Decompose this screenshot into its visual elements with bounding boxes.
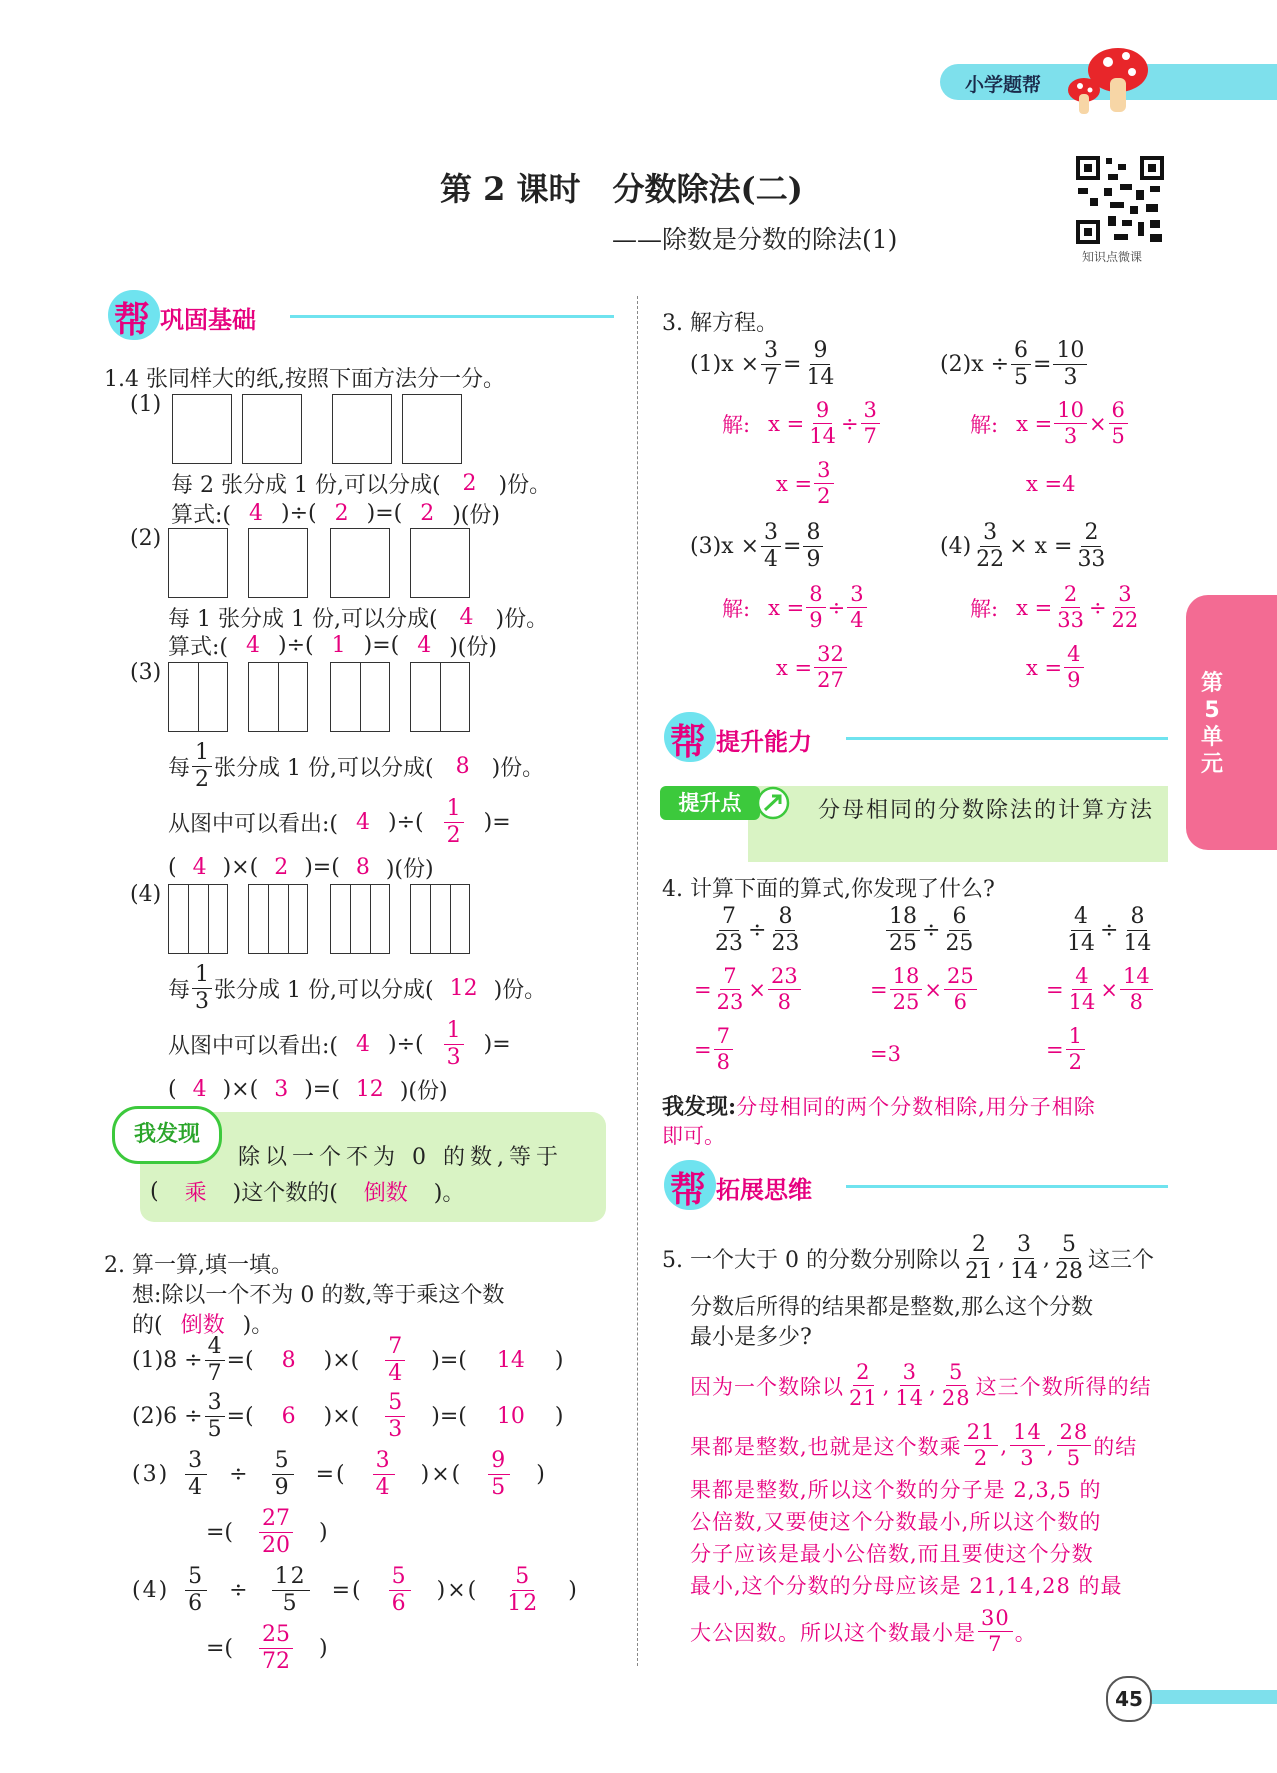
bang-char: 帮	[670, 722, 707, 763]
q5-question-2: 分数后所得的结果都是整数,那么这个分数	[690, 1295, 1093, 1320]
paper-square	[332, 394, 392, 464]
discover-badge: 我发现	[112, 1106, 222, 1164]
answer-fraction: $\frac{2}{33}$	[1057, 582, 1084, 632]
fraction: $\frac{3}{7}$	[761, 340, 781, 389]
lesson-subtitle: ——除数是分数的除法(1)	[612, 225, 898, 254]
q4-c1-expr: $\frac{7}{23}$ ÷ $\frac{8}{23}$	[715, 904, 800, 956]
fraction: $\frac{2}{33}$	[1077, 520, 1106, 572]
paper-square	[168, 528, 228, 598]
q3-eq-2: (2)x ÷ $\frac{6}{5}$ = $\frac{10}{3}$	[940, 340, 1089, 389]
paper-square	[248, 528, 308, 598]
q1-p4-label: (4)	[130, 882, 162, 907]
answer-fraction: $\frac{5}{6}$	[389, 1566, 411, 1615]
fraction: $\frac{8}{9}$	[803, 522, 823, 571]
section-expand-label: 拓展思维	[716, 1176, 812, 1204]
q4-c2-step: = $\frac{18}{25}$ × $\frac{25}{6}$	[870, 966, 979, 1013]
q3-eq-4-step2: x = $\frac{4}{9}$	[1026, 644, 1086, 691]
answer-fraction: $\frac{1}{2}$	[444, 798, 464, 847]
answer: 14	[496, 1348, 525, 1373]
fraction: $\frac{3}{22}$	[976, 520, 1005, 572]
answer: 4	[192, 1077, 207, 1102]
answer-fraction: $\frac{6}{5}$	[1109, 400, 1128, 447]
qr-code-icon[interactable]	[1074, 154, 1166, 246]
answer-fraction: $\frac{5}{3}$	[385, 1392, 405, 1441]
q1-p3-label: (3)	[130, 660, 162, 685]
q5-answer-1: 因为一个数除以 $\frac{2}{21}$ , $\frac{3}{14}$ , $\frac{5}{28}$ 这三个数所得的结	[690, 1360, 1152, 1410]
q3-eq-4: (4) $\frac{3}{22}$ × x = $\frac{2}{33}$	[940, 522, 1110, 571]
q4-c3-expr: $\frac{4}{14}$ ÷ $\frac{8}{14}$	[1067, 904, 1152, 956]
q1-p2-formula: 算式:( 4 )÷( 1 )=( 4 )(份)	[168, 633, 497, 660]
q3-eq-3: (3)x × $\frac{3}{4}$ = $\frac{8}{9}$	[690, 522, 825, 571]
answer-fraction: $\frac{9}{14}$	[809, 398, 836, 448]
q4-c1-result: = $\frac{7}{8}$	[694, 1026, 735, 1073]
q5-answer-3: 果都是整数,所以这个数的分子是 2,3,5 的	[690, 1478, 1102, 1502]
paper-square	[242, 394, 302, 464]
answer-fraction: $\frac{9}{5}$	[488, 1450, 510, 1499]
section-basic-label: 巩固基础	[160, 306, 256, 334]
q3-eq-1-step1: 解: x = $\frac{9}{14}$ ÷ $\frac{3}{7}$	[722, 400, 882, 447]
answer: 2	[420, 501, 435, 526]
q2-intro: 2. 算一算,填一填。	[104, 1253, 293, 1278]
fraction: $\frac{10}{3}$	[1053, 340, 1087, 389]
fraction: $\frac{1}{3}$	[192, 964, 212, 1013]
q2-hint-a: 想:除以一个不为 0 的数,等于乘这个数	[132, 1283, 505, 1308]
answer: 8	[281, 1348, 296, 1373]
answer-fraction: $\frac{27}{20}$	[259, 1508, 293, 1557]
answer: 4	[356, 1032, 370, 1057]
paper-square	[330, 528, 390, 598]
q3-eq-4-step1: 解: x = $\frac{2}{33}$ ÷ $\frac{3}{22}$	[970, 584, 1143, 631]
answer: 3	[274, 1077, 289, 1102]
fraction: $\frac{3}{4}$	[185, 1450, 207, 1499]
answer-fraction: $\frac{3}{4}$	[847, 584, 866, 631]
page-number: 45	[1106, 1676, 1152, 1722]
q1-p3-see: 从图中可以看出:( 4 )÷( $\frac{1}{2}$ )=	[168, 796, 511, 848]
fraction: $\frac{12}{5}$	[272, 1566, 310, 1615]
answer: 1	[331, 633, 346, 658]
column-divider	[637, 296, 638, 1666]
paper-halves	[330, 662, 390, 732]
q4-c3-step: = $\frac{4}{14}$ × $\frac{14}{8}$	[1046, 966, 1155, 1013]
fraction: $\frac{9}{14}$	[806, 338, 835, 390]
section-rule	[846, 737, 1168, 740]
footer-band	[1130, 1690, 1277, 1704]
q2-item-4: (4) $\frac{5}{6}$ ÷ $\frac{12}{5}$ =( $\frac{5}{6}$ )×( $\frac{5}{12}$ )	[132, 1564, 579, 1616]
answer: 4	[459, 605, 474, 630]
q1-p2-label: (2)	[130, 526, 162, 551]
section-rule	[290, 315, 614, 318]
q1-p4-desc: 每 $\frac{1}{3}$ 张分成 1 份,可以分成( 12 )份。	[168, 962, 547, 1014]
answer-fraction: $\frac{8}{9}$	[806, 584, 825, 631]
brand-label: 小学题帮	[965, 74, 1042, 96]
q3-eq-1-step2: x = $\frac{3}{2}$	[776, 460, 836, 507]
lesson-title: 第 2 课时 分数除法(二)	[440, 170, 803, 208]
paper-halves	[248, 662, 308, 732]
q5-answer-4: 公倍数,又要使这个分数最小,所以这个数的	[690, 1510, 1102, 1534]
q3-eq-3-step1: 解: x = $\frac{8}{9}$ ÷ $\frac{3}{4}$	[722, 584, 869, 631]
q3-eq-3-step2: x = $\frac{32}{27}$	[776, 644, 849, 691]
q4-c3-result: = $\frac{1}{2}$	[1046, 1026, 1087, 1073]
q1-p1-desc: 每 2 张分成 1 份,可以分成( 2 )份。	[171, 471, 552, 498]
q3-eq-1: (1)x × $\frac{3}{7}$ = $\frac{9}{14}$	[690, 340, 839, 389]
q5-answer-2: 果都是整数,也就是这个数乘 $\frac{21}{2}$ , $\frac{14}{3}$ , $\frac{28}{5}$ 的结	[690, 1420, 1138, 1470]
answer-fraction: $\frac{7}{4}$	[385, 1336, 405, 1385]
paper-square	[410, 528, 470, 598]
paper-thirds	[168, 884, 228, 954]
section-rule	[846, 1185, 1168, 1188]
qr-caption: 知识点微课	[1082, 250, 1143, 264]
q1-p3-times: ( 4 )×( 2 )=( 8 )(份)	[168, 855, 434, 882]
answer-fraction: $\frac{32}{27}$	[814, 644, 847, 691]
paper-halves	[168, 662, 228, 732]
q2-item-3-result: =( $\frac{27}{20}$ )	[206, 1506, 328, 1558]
tip-text: 分母相同的分数除法的计算方法	[818, 798, 1155, 823]
q1-p2-desc: 每 1 张分成 1 份,可以分成( 4 )份。	[168, 605, 549, 632]
answer: 12	[449, 976, 478, 1001]
fraction: $\frac{5}{6}$	[185, 1566, 207, 1615]
answer: 10	[496, 1404, 525, 1429]
discover-line2: ( 乘 )这个数的( 倒数 )。	[150, 1176, 464, 1207]
answer: 4	[417, 633, 432, 658]
answer-fraction: $\frac{4}{9}$	[1064, 644, 1083, 691]
answer-fraction: $\frac{25}{72}$	[259, 1624, 293, 1673]
unit-tab-label: 第5单元	[1200, 671, 1223, 777]
q4-intro: 4. 计算下面的算式,你发现了什么?	[662, 877, 995, 902]
answer-fraction: $\frac{3}{22}$	[1111, 582, 1139, 632]
answer: 2	[462, 471, 477, 496]
fraction: $\frac{6}{5}$	[1011, 340, 1031, 389]
section-improve-label: 提升能力	[716, 728, 812, 756]
answer: 4	[192, 855, 207, 880]
answer: 乘	[184, 1181, 207, 1206]
q2-item-1: (1)8 ÷ $\frac{4}{7}$ =( 8 )×( $\frac{7}{4}$ )=( 14 )	[132, 1334, 564, 1386]
paper-square	[172, 394, 232, 464]
q1-p1-formula: 算式:( 4 )÷( 2 )=( 2 )(份)	[171, 501, 500, 528]
answer-fraction: $\frac{1}{3}$	[444, 1020, 464, 1069]
q1-p4-see: 从图中可以看出:( 4 )÷( $\frac{1}{3}$ )=	[168, 1018, 511, 1070]
q5-answer-6: 最小,这个分数的分母应该是 21,14,28 的最	[690, 1574, 1123, 1598]
fraction: $\frac{3}{4}$	[761, 522, 781, 571]
section-improve	[664, 712, 1168, 762]
q5-answer-5: 分子应该是最小公倍数,而且要使这个分数	[690, 1542, 1094, 1566]
q2-item-2: (2)6 ÷ $\frac{3}{5}$ =( 6 )×( $\frac{5}{3}$ )=( 10 )	[132, 1390, 564, 1442]
fraction: $\frac{3}{5}$	[205, 1392, 225, 1441]
q5-answer-7: 大公因数。所以这个数最小是 $\frac{30}{7}$ 。	[690, 1606, 1037, 1656]
paper-thirds	[248, 884, 308, 954]
bang-char: 帮	[114, 300, 151, 341]
mushroom-icon	[1060, 42, 1150, 117]
q4-c2-result: =3	[870, 1042, 901, 1066]
answer-fraction: $\frac{10}{3}$	[1054, 400, 1087, 447]
arrow-icon	[756, 786, 790, 820]
q1-p4-times: ( 4 )×( 3 )=( 12 )(份)	[168, 1077, 448, 1104]
discover-line1: 除以一个不为 0 的数,等于	[238, 1145, 563, 1170]
q5-question-3: 最小是多少?	[690, 1325, 812, 1350]
answer: 4	[356, 810, 370, 835]
fraction: $\frac{4}{7}$	[205, 1336, 225, 1385]
q3-eq-2-step1: 解: x = $\frac{10}{3}$ × $\frac{6}{5}$	[970, 400, 1130, 447]
answer-fraction: $\frac{3}{2}$	[814, 460, 833, 507]
fraction: $\frac{1}{2}$	[192, 742, 212, 791]
answer-fraction: $\frac{3}{7}$	[861, 400, 880, 447]
answer: 8	[455, 754, 470, 779]
q5-question-1: 5. 一个大于 0 的分数分别除以 $\frac{2}{21}$ , $\frac{3}{14}$ , $\frac{5}{28}$ 这三个	[662, 1232, 1154, 1284]
q2-item-4-result: =( $\frac{25}{72}$ )	[206, 1622, 328, 1674]
paper-thirds	[330, 884, 390, 954]
answer: 4	[246, 633, 260, 658]
answer: 倒数	[180, 1313, 225, 1338]
answer: 12	[355, 1077, 384, 1102]
paper-halves	[410, 662, 470, 732]
paper-square	[402, 394, 462, 464]
answer: 4	[249, 501, 263, 526]
q3-eq-2-step2: x =4	[1026, 472, 1076, 496]
q1-p3-desc: 每 $\frac{1}{2}$ 张分成 1 份,可以分成( 8 )份。	[168, 740, 545, 792]
q4-c1-step: = $\frac{7}{23}$ × $\frac{23}{8}$	[694, 966, 803, 1013]
q2-hint-b: 的( 倒数 )。	[132, 1308, 273, 1339]
bang-char: 帮	[670, 1170, 707, 1211]
q2-item-3: (3) $\frac{3}{4}$ ÷ $\frac{5}{9}$ =( $\frac{3}{4}$ )×( $\frac{9}{5}$ )	[132, 1448, 547, 1500]
tip-badge: 提升点	[660, 786, 760, 820]
q1-p1-label: (1)	[130, 392, 162, 417]
answer: 2	[334, 501, 349, 526]
answer: 8	[355, 855, 370, 880]
answer-fraction: $\frac{5}{12}$	[507, 1564, 540, 1616]
answer-fraction: $\frac{3}{4}$	[373, 1450, 395, 1499]
q4-c2-expr: $\frac{18}{25}$ ÷ $\frac{6}{25}$	[884, 906, 978, 955]
answer: 倒数	[363, 1181, 408, 1206]
q4-found-cont: 即可。	[662, 1124, 725, 1148]
fraction: $\frac{5}{9}$	[272, 1450, 294, 1499]
q4-found: 我发现: 分母相同的两个分数相除,用分子相除	[662, 1094, 1096, 1120]
answer: 6	[281, 1404, 296, 1429]
q1-intro: 1.4 张同样大的纸,按照下面方法分一分。	[104, 367, 505, 392]
q3-intro: 3. 解方程。	[662, 311, 778, 336]
answer: 2	[274, 855, 289, 880]
section-expand	[664, 1160, 1168, 1210]
section-basic	[108, 290, 614, 340]
paper-thirds	[410, 884, 470, 954]
